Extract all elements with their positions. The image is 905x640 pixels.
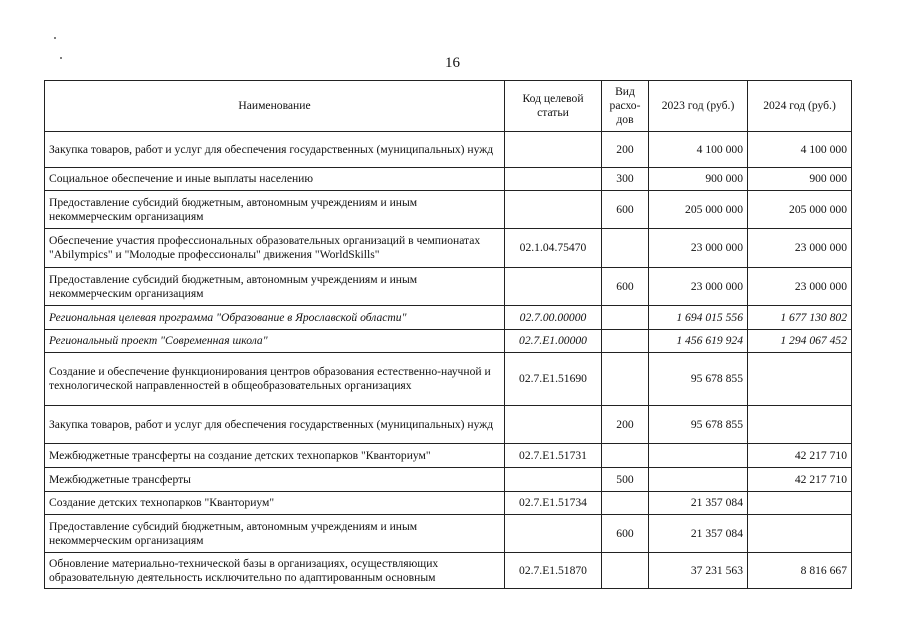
row-name: Обновление материально-технической базы в организациях, осуществляющих образовательную деятельность исключительно по адаптированным основным [45, 553, 505, 589]
row-2024: 205 000 000 [748, 191, 852, 229]
row-type: 600 [602, 268, 649, 306]
table-row [45, 515, 852, 553]
row-name: Региональная целевая программа "Образование в Ярославской области" [45, 306, 505, 330]
table-row [45, 306, 852, 330]
row-name: Предоставление субсидий бюджетным, автономным учреждениям и иным некоммерческим организациям [45, 268, 505, 306]
row-code: 02.7.E1.51870 [505, 553, 602, 589]
row-name: Социальное обеспечение и иные выплаты населению [45, 168, 505, 191]
row-2024: 1 677 130 802 [748, 306, 852, 330]
row-name: Межбюджетные трансферты [45, 468, 505, 492]
table-row [45, 191, 852, 229]
row-2023: 900 000 [649, 168, 748, 191]
row-type [602, 492, 649, 515]
row-code [505, 191, 602, 229]
row-code [505, 132, 602, 168]
row-code [505, 515, 602, 553]
row-2023: 21 357 084 [649, 492, 748, 515]
row-name: Межбюджетные трансферты на создание детских технопарков "Кванториум" [45, 444, 505, 468]
row-2024: 23 000 000 [748, 268, 852, 306]
row-2024: 42 217 710 [748, 444, 852, 468]
row-code: 02.7.E1.51690 [505, 353, 602, 406]
row-2024: 1 294 067 452 [748, 330, 852, 353]
table-row [45, 406, 852, 444]
table-row [45, 468, 852, 492]
budget-table [44, 80, 852, 589]
row-2024: 900 000 [748, 168, 852, 191]
table-row [45, 553, 852, 589]
row-2023: 23 000 000 [649, 229, 748, 268]
row-2024 [748, 406, 852, 444]
row-2024: 42 217 710 [748, 468, 852, 492]
table-row [45, 229, 852, 268]
row-code: 02.7.00.00000 [505, 306, 602, 330]
row-code: 02.7.E1.51731 [505, 444, 602, 468]
table-row [45, 492, 852, 515]
table-row [45, 132, 852, 168]
row-name: Предоставление субсидий бюджетным, автономным учреждениям и иным некоммерческим организациям [45, 191, 505, 229]
row-code: 02.7.E1.00000 [505, 330, 602, 353]
row-code [505, 268, 602, 306]
row-2023: 95 678 855 [649, 353, 748, 406]
row-name: Закупка товаров, работ и услуг для обеспечения государственных (муниципальных) нужд [45, 132, 505, 168]
row-2023: 37 231 563 [649, 553, 748, 589]
row-code [505, 168, 602, 191]
row-type: 500 [602, 468, 649, 492]
row-2024: 23 000 000 [748, 229, 852, 268]
row-type [602, 553, 649, 589]
header-name: Наименование [45, 81, 505, 132]
row-type: 200 [602, 132, 649, 168]
row-type: 200 [602, 406, 649, 444]
row-code: 02.7.E1.51734 [505, 492, 602, 515]
page-number: 16 [445, 55, 460, 71]
row-2023: 1 456 619 924 [649, 330, 748, 353]
table-header-row [45, 81, 852, 132]
row-code [505, 468, 602, 492]
row-type [602, 330, 649, 353]
row-2024 [748, 515, 852, 553]
row-2023: 205 000 000 [649, 191, 748, 229]
header-code: Код целевой статьи [505, 81, 602, 132]
row-2023 [649, 468, 748, 492]
row-2024: 8 816 667 [748, 553, 852, 589]
row-name: Закупка товаров, работ и услуг для обеспечения государственных (муниципальных) нужд [45, 406, 505, 444]
row-2023: 23 000 000 [649, 268, 748, 306]
row-type [602, 444, 649, 468]
row-type: 600 [602, 191, 649, 229]
table-row [45, 330, 852, 353]
row-type [602, 306, 649, 330]
row-name: Региональный проект "Современная школа" [45, 330, 505, 353]
row-type [602, 229, 649, 268]
row-2023: 1 694 015 556 [649, 306, 748, 330]
row-type [602, 353, 649, 406]
header-2023: 2023 год (руб.) [649, 81, 748, 132]
scan-speck [54, 37, 56, 39]
row-2023 [649, 444, 748, 468]
table-row [45, 268, 852, 306]
row-2024: 4 100 000 [748, 132, 852, 168]
header-2024: 2024 год (руб.) [748, 81, 852, 132]
row-2024 [748, 353, 852, 406]
table-row [45, 168, 852, 191]
row-name: Создание детских технопарков "Кванториум" [45, 492, 505, 515]
row-code: 02.1.04.75470 [505, 229, 602, 268]
table-row [45, 353, 852, 406]
row-code [505, 406, 602, 444]
row-name: Обеспечение участия профессиональных образовательных организаций в чемпионатах "Abilympics" и "Молодые профессионалы" движения "WorldSkills" [45, 229, 505, 268]
header-type: Вид расхо-дов [602, 81, 649, 132]
table-row [45, 444, 852, 468]
row-name: Создание и обеспечение функционирования центров образования естественно-научной и технологической направленностей в общеобразовательных организациях [45, 353, 505, 406]
row-2023: 4 100 000 [649, 132, 748, 168]
row-name: Предоставление субсидий бюджетным, автономным учреждениям и иным некоммерческим организациям [45, 515, 505, 553]
row-2023: 95 678 855 [649, 406, 748, 444]
row-type: 300 [602, 168, 649, 191]
row-2023: 21 357 084 [649, 515, 748, 553]
row-2024 [748, 492, 852, 515]
row-type: 600 [602, 515, 649, 553]
